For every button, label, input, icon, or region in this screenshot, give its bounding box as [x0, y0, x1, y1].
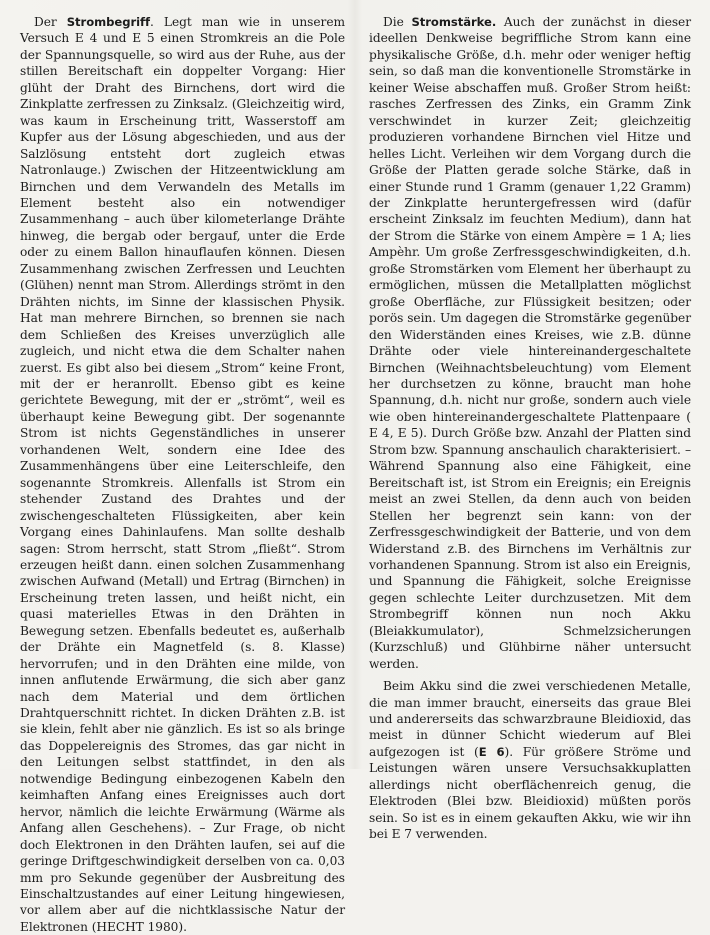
paragraph-body: Beim Akku sind die zwei verschiedenen Metalle, die man immer braucht, einerseits das graue Blei und andererseits das schwarzbraune Bleidioxid, das meist in dünner Schicht wiederum auf Blei aufgezogen ist ( [369, 679, 691, 759]
paragraph-body-end: ). Für größere Ströme und Leistungen wären unsere Versuchsakkuplatten allerdings nicht oberflächenreich genug, die Elektroden (Blei bzw. Bleidioxid) müßten porös sein. So ist es in einem gekauften Akku, wie wir ihn bei E 7 verwenden. [369, 744, 692, 842]
left-column [20, 14, 345, 935]
term-stromstaerke: Stromstärke. [411, 15, 497, 29]
paragraph-strombegriff [20, 14, 345, 935]
paragraph-body: Auch der zunächst in dieser ideellen Denkweise begriffliche Strom kann eine physikalische Größe, d.h. mehr oder weniger heftig sein, so daß man die konventionelle Stromstärke in keiner Weise abschaffen muß. Großer Strom heißt: rasches Zerfressen des Zinks, ein Gramm Zink verschwindet in kurzer Zeit; gleichzeitig produzieren vorhandene Birnchen viel Hitze und helles Licht. Verleihen wir dem Vorgang durch die Größe der Platten gerade solche Stärke, daß in einer Stunde rund 1 Gramm (genauer 1,22 Gramm) der Zinkplatte heruntergefressen wird (dafür erscheint Zinksalz im feuchten Medium), dann hat der Strom die Stärke von einem Ampère = 1 A; lies Ampèhr. Um große Zerfressgeschwindigkeiten, d.h. große Stromstärken vom Element her überhaupt zu ermöglichen, müssen die Metallplatten möglichst große Oberfläche, zur Flüssigkeit besitzen; oder porös sein. Um dagegen die Stromstärke gegenüber den Widerständen eines Kreises, wie z.B. dünne Drähte oder viele hintereinandergeschaltete Birnchen (Weihnachtsbeleuchtung) vom Element her durchsetzen zu könne, braucht man hohe Spannung, d.h. nicht nur große, sondern auch viele wie oben hintereinandergeschaltete Plattenpaare ( E 4, E 5). Durch Größe bzw. Anzahl der Platten sind Strom bzw. Spannung anschaulich charakterisiert. – Während Spannung also eine Fähigkeit, eine Bereitschaft ist, ist Strom ein Ereignis; ein Ereignis meist an zwei Stellen, da denn auch von beiden Stellen her begrenzt sein kann: von der Zerfressgeschwindigkeit der Batterie, und von dem Widerstand z.B. des Birnchens im Verhältnis zur vorhandenen Spannung. Strom ist also ein Ereignis, und Spannung die Fähigkeit, solche Ereignisse gegen schlechte Leiter durchzusetzen. Mit dem Strombegriff können nun noch Akku (Bleiakkumulator), Schmelzsicherungen (Kurzschluß) und Glühbirne näher untersucht werden. [369, 15, 691, 671]
paragraph-lead: Der [34, 15, 67, 29]
paragraph-stromstaerke [369, 14, 691, 672]
paragraph-lead: Die [383, 15, 412, 29]
right-column [369, 14, 691, 843]
term-strombegriff: Strombegriff [66, 15, 151, 29]
paragraph-body: . Legt man wie in unserem Versuch E 4 und E 5 einen Stromkreis an die Pole der Spannungsquelle, so wird aus der Ruhe, aus der stillen Bereitschaft ein doppelter Vorgang: Hier glüht der Draht des Birnchens, dort wird die Zinkplatte zerfressen zu Zinksalz. (Gleichzeitig wird, was kaum in Erscheinung tritt, Wasserstoff am Kupfer aus der Lösung abgeschieden, und aus der Salzlösung entsteht dort zugleich etwas Natronlauge.) Zwischen der Hitzeentwicklung am Birnchen und dem Verwandeln des Metalls im Element besteht also ein notwendiger Zusammenhang – auch über kilometerlange Drähte hinweg, die bergab oder bergauf, unter die Erde oder zu einem Ballon hinauflaufen können. Diesen Zusammenhang zwischen Zerfressen und Leuchten (Glühen) nennt man Strom. Allerdings strömt in den Drähten nichts, im Sinne der klassischen Physik. Hat man mehrere Birnchen, so brennen sie nach dem Schließen des Kreises unverzüglich alle zugleich, und nicht etwa die dem Schalter nahen zuerst. Es gibt also bei diesem „Strom“ keine Front, mit der er heranrollt. Ebenso gibt es keine gerichtete Bewegung, mit der er „strömt“, weil es überhaupt keine Bewegung gibt. Der sogenannte Strom ist nichts Gegenständliches in unserer vorhandenen Welt, sondern eine Idee des Zusammenhängens über eine Leiterschleife, den sogenannte Stromkreis. Allenfalls ist Strom ein stehender Zustand des Drahtes und der zwischengeschalteten Flüssigkeiten, aber kein Vorgang eines Dahinlaufens. Man sollte deshalb sagen: Strom herrscht, statt Strom „fließt“. Strom erzeugen heißt dann. einen solchen Zusammenhang zwischen Aufwand (Metall) und Ertrag (Birnchen) in Erscheinung treten lassen, und heißt nicht, ein quasi materielles Etwas in den Drähten in Bewegung setzen. Ebenfalls bedeutet es, außerhalb der Drähte ein Magnetfeld (s. 8. Klasse) hervorrufen; und in den Drähten eine milde, von innen anflutende Erwärmung, die sich aber ganz nach dem Material und dem örtlichen Drahtquerschnitt richtet. In dicken Drähten z.B. ist sie klein, fehlt aber nie gänzlich. Es ist so als bringe das Doppelereignis des Stromes, das gar nicht in den Leitungen selbst stattfindet, in den als notwendige Bedingung einbezogenen Kabeln den keimhaften Anfang eines Ereignisses auch dort hervor, nämlich die leichte Erwärmung (Wärme als Anfang allen Geschehens). – Zur Frage, ob nicht doch Elektronen in den Drähten laufen, sei auf die geringe Driftgeschwindigkeit derselben von ca. 0,03 mm pro Sekunde gegenüber der Ausbreitung des Einschaltzustandes auf einer Leitung hingewiesen, vor allem aber auf die nichtklassische Natur der Elektronen (HECHT 1980). [20, 15, 345, 934]
paragraph-akku [369, 678, 691, 843]
experiment-reference: E 6 [478, 744, 505, 759]
